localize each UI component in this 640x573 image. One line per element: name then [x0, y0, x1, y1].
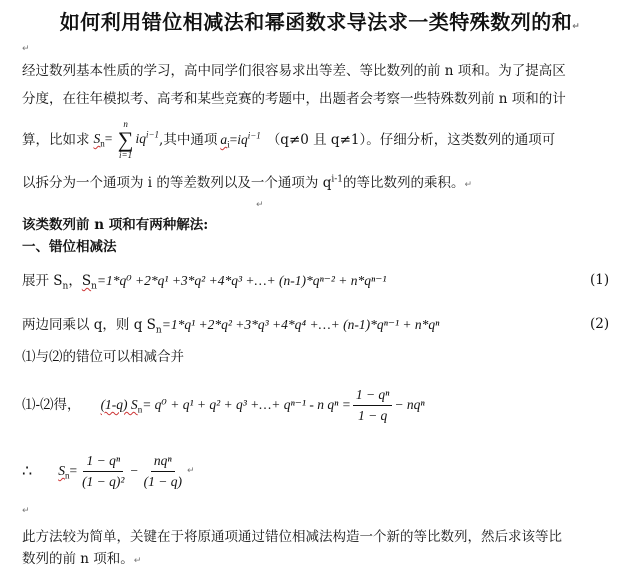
intro-line-2: 分度，在往年模拟考、高考和某些竞赛的考题中，出题者会考察一些特殊数列前 n 项和的计: [22, 91, 566, 107]
diff-tail: − nqⁿ: [394, 397, 425, 412]
conclusion-line-2: [22, 548, 141, 572]
sum-term: iq: [135, 131, 146, 147]
intro-line-4: [22, 172, 472, 196]
equation-2-number: (2): [590, 316, 610, 332]
paragraph-mark: ↵: [572, 22, 581, 32]
diff-rhs: = q⁰ + q¹ + q² + q³ +…+ qⁿ⁻¹ - n qⁿ =: [142, 397, 351, 412]
paragraph-mark: ↵: [186, 466, 195, 476]
general-term-a: a: [220, 132, 228, 147]
intro-line-3-prefix: 算，比如求: [22, 132, 90, 148]
equation-1-number: (1): [590, 272, 610, 288]
general-term-exponent: i−1: [247, 130, 261, 141]
intro-line-4-sup: i-1: [331, 174, 343, 185]
sigma-lower: i=1: [119, 150, 133, 160]
merge-text: ⑴与⑵的错位可以相减合并: [22, 349, 184, 365]
method-1-heading: 一、错位相减法: [22, 239, 117, 255]
eq1-body: =1*q⁰ +2*q¹ +3*q² +4*q³ +…+ (n-1)*qⁿ⁻² + n*qⁿ⁻¹: [96, 273, 387, 288]
intro-line-4-text: 以拆分为一个通项为 i 的等差数列以及一个通项为 q: [22, 175, 332, 191]
intro-line-3-suffix: （q≠0 且 q≠1）。仔细分析，这类数列的通项可: [266, 132, 556, 148]
difference-equation: [22, 382, 425, 428]
diff-lhs: (1-q) $S_n$: [100, 397, 143, 415]
paragraph-mark: ↵: [22, 44, 30, 54]
equation-2: 两边同乘以 q，则 q $S_n=1*q^1 +2*q^2 +3*q^3 +4*q^4$ +…+ (n-1)*qⁿ⁻¹ + n*qⁿ: [22, 317, 440, 336]
diff-prefix: ⑴-⑵得，: [22, 397, 81, 413]
title-text: 如何利用错位相减法和幂函数求导法求一类特殊数列的和: [59, 10, 573, 34]
paragraph-mark: ↵: [464, 180, 473, 190]
conclusion-line-1: 此方法较为简单，关键在于将原通项通过错位相减法构造一个新的等比数列，然后求该等比: [22, 529, 562, 545]
general-term-body: iq: [237, 132, 248, 147]
sum-subscript: n: [100, 138, 105, 149]
diff-fraction-numerator: 1 − qⁿ: [353, 386, 393, 406]
sigma-upper: n: [123, 119, 128, 129]
section-heading: 该类数列前 n 项和有两种解法:: [22, 217, 209, 233]
eq2-body: =1*q¹ +2*q² +3*q³ +4*q⁴ +…+ (n-1)*qⁿ⁻¹ + n*qⁿ: [161, 317, 440, 332]
result-fraction-2-numerator: nqⁿ: [151, 452, 175, 472]
intro-line-4-end: 的等比数列的乘积。: [343, 175, 465, 191]
sum-symbol-s: S: [93, 131, 101, 147]
result-equation: [22, 446, 195, 496]
intro-line-3: [22, 118, 555, 162]
therefore-symbol: ∴: [22, 461, 33, 480]
result-lhs: $S_n=$: [58, 463, 78, 481]
result-minus: −: [129, 463, 139, 478]
general-term-subscript: i: [227, 139, 230, 150]
result-fraction-1-numerator: 1 − qⁿ: [83, 452, 123, 472]
document-title: [0, 6, 640, 35]
diff-fraction: [353, 386, 393, 425]
eq1-prefix: 展开 S: [22, 273, 63, 289]
sigma-symbol: n ∑ i=1: [117, 119, 134, 160]
result-fraction-2-denominator: (1 − q): [143, 473, 182, 489]
equation-1: 展开 $S_n$，$S_n=1*q^0 +2*q^1 +3*q^2 +4*q^3$ +…+ (n-1)*qⁿ⁻² + n*qⁿ⁻¹: [22, 273, 387, 292]
result-fraction-1: [79, 452, 127, 491]
diff-fraction-denominator: 1 − q: [357, 407, 388, 423]
paragraph-mark: ↵: [133, 556, 142, 566]
sum-expression: $S_n=$ n ∑ i=1 $iq^{i-1}$: [93, 119, 160, 160]
paragraph-mark: ↵: [22, 506, 30, 516]
result-fraction-1-denominator: (1 − q)²: [82, 473, 125, 489]
intro-line-1: 经过数列基本性质的学习，高中同学们很容易求出等差、等比数列的前 n 项和。为了提高区: [22, 63, 566, 79]
eq2-prefix: 两边同乘以 q，则 q S: [22, 317, 156, 333]
sum-term-exponent: i−1: [145, 129, 160, 140]
conclusion-line-2-text: 数列的前 n 项和。: [22, 551, 134, 567]
general-term: $a_i=iq^{i-1}$: [220, 130, 261, 150]
paragraph-mark: ↵: [256, 200, 264, 210]
result-fraction-2: [141, 452, 185, 491]
intro-line-3-mid: ,其中通项: [159, 132, 218, 148]
